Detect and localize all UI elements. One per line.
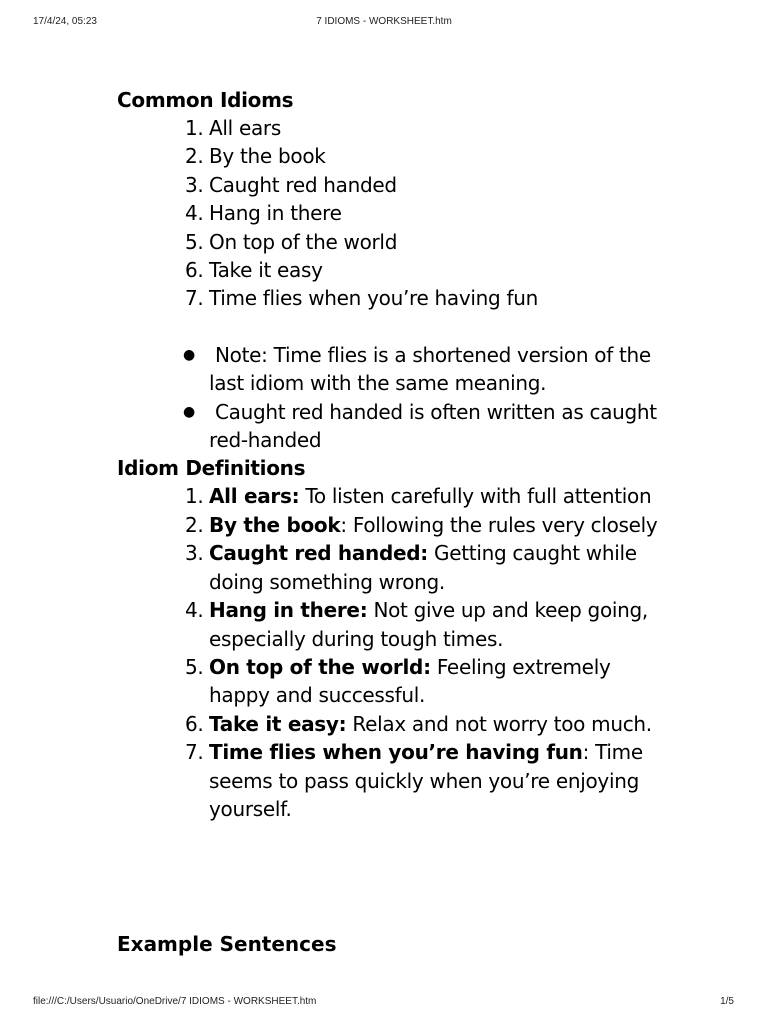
item-number: 2. — [185, 144, 204, 169]
item-text: Take it easy — [209, 258, 323, 283]
list-item — [117, 511, 677, 539]
idiom-term: Caught red handed: — [209, 541, 428, 566]
item-number: 4. — [185, 201, 204, 226]
definitions-list — [117, 482, 677, 823]
item-number: 1. — [185, 484, 204, 509]
item-number: 5. — [185, 229, 204, 254]
note-text: Caught red handed is often written as caught red-handed — [209, 399, 657, 453]
list-item — [117, 142, 677, 170]
idiom-term: Hang in there: — [209, 598, 368, 623]
print-page-number: 1/5 — [720, 996, 734, 1007]
common-idioms-list — [117, 114, 677, 313]
idiom-term: Take it easy: — [209, 711, 347, 736]
item-text: On top of the world — [209, 229, 398, 254]
idiom-term: By the book — [209, 512, 341, 537]
idiom-definition: Not give up and keep going, especially during tough times. — [209, 598, 648, 651]
list-item — [117, 596, 677, 653]
idiom-definition: To listen carefully with full attention — [299, 484, 652, 509]
note-item — [117, 341, 677, 398]
page-cut-off — [0, 932, 768, 956]
item-number: 6. — [185, 711, 204, 736]
idiom-definition: Feeling extremely happy and successful. — [209, 654, 611, 708]
print-file-path: file:///C:/Users/Usuario/OneDrive/7 IDIOMS - WORKSHEET.htm — [33, 996, 317, 1007]
print-timestamp: 17/4/24, 05:23 — [33, 16, 97, 27]
common-idioms-heading: Common Idioms — [117, 88, 294, 112]
idiom-definition: : Time seems to pass quickly when you’re enjoying yourself. — [209, 740, 643, 821]
list-item — [117, 653, 677, 710]
example-sentences-heading: Example Sentences — [117, 932, 337, 956]
list-item — [117, 284, 677, 312]
item-number: 6. — [185, 258, 204, 283]
document-body — [117, 86, 677, 823]
item-number: 4. — [185, 598, 204, 623]
note-text: Note: Time flies is a shortened version of the last idiom with the same meaning. — [209, 342, 651, 396]
idiom-definition: : Following the rules very closely — [340, 512, 658, 537]
list-item — [117, 114, 677, 142]
list-item — [117, 482, 677, 510]
item-number: 5. — [185, 654, 204, 679]
item-text: Time flies when you’re having fun — [209, 286, 539, 311]
item-text: All ears — [209, 116, 281, 140]
item-number: 1. — [185, 116, 204, 140]
list-item — [117, 228, 677, 256]
list-item — [117, 539, 677, 596]
list-item — [117, 171, 677, 199]
idiom-definitions-heading: Idiom Definitions — [117, 456, 306, 481]
idiom-term: All ears: — [209, 484, 300, 509]
item-text: By the book — [209, 144, 326, 169]
list-item — [117, 256, 677, 284]
list-item — [117, 710, 677, 738]
idiom-definition: Relax and not worry too much. — [346, 711, 652, 736]
bullet-icon: ● — [183, 403, 195, 420]
item-text: Caught red handed — [209, 172, 397, 197]
item-text: Hang in there — [209, 201, 342, 226]
item-number: 7. — [185, 740, 204, 765]
idiom-term: Time flies when you’re having fun — [209, 740, 583, 765]
idiom-definition: Getting caught while doing something wrong. — [209, 541, 637, 594]
idiom-term: On top of the world: — [209, 654, 431, 679]
bullet-icon: ● — [183, 346, 195, 363]
print-title: 7 IDIOMS - WORKSHEET.htm — [316, 16, 452, 27]
note-item — [117, 398, 677, 455]
item-number: 3. — [185, 172, 204, 197]
item-number: 7. — [185, 286, 204, 311]
item-number: 2. — [185, 512, 204, 537]
list-item — [117, 738, 677, 823]
item-number: 3. — [185, 541, 204, 566]
list-item — [117, 199, 677, 227]
notes-list — [117, 341, 677, 455]
